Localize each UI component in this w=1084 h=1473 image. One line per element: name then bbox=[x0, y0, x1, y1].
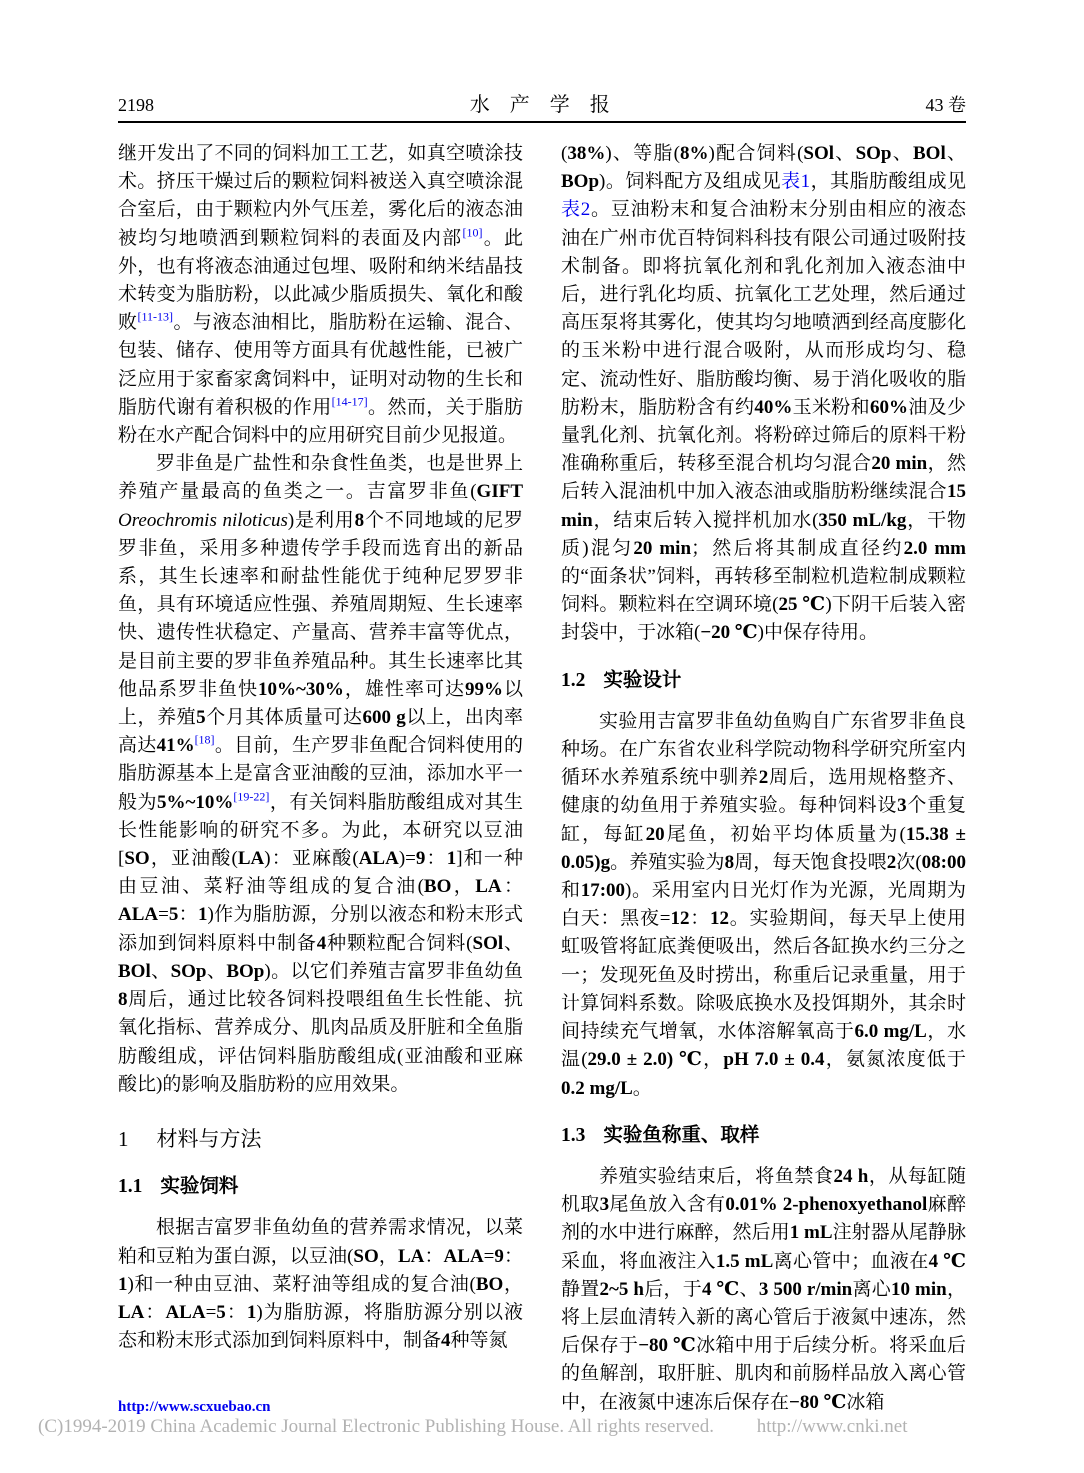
text-run: ， bbox=[378, 1245, 398, 1267]
text-run: 后，于 bbox=[643, 1278, 703, 1300]
text-run: )= bbox=[398, 848, 416, 870]
text-run: ，然后转入混油机中加入液态油或脂肪粉继续混合 bbox=[561, 453, 966, 503]
text-run: 3 bbox=[897, 795, 907, 817]
text-run: )下阴干后装入密封袋中，于冰箱( bbox=[561, 594, 967, 644]
text-run: 的“面条状”饲料，再转移至制粒机造粒制成颗粒饲料。颗粒料在空调环境( bbox=[561, 566, 966, 616]
section-heading bbox=[118, 1125, 523, 1154]
text-run: 离心管中；血液在 bbox=[773, 1250, 929, 1272]
citation-superscript bbox=[195, 733, 215, 747]
text-run: ，水温( bbox=[561, 1021, 966, 1071]
text-run: 根据吉富罗非鱼幼鱼的营养需求情况，以菜粕和豆粕为蛋白源，以豆油( bbox=[118, 1217, 523, 1267]
journal-site-link[interactable]: http://www.scxuebao.cn bbox=[118, 1399, 271, 1415]
text-run: ： bbox=[501, 876, 523, 898]
text-run: ALA bbox=[443, 1245, 484, 1267]
text-run: 继开发出了不同的饲料加工工艺，如真空喷涂技术。挤压干燥过后的颗粒饲料被送入真空喷涂混合室后，由于颗粒内外气压差，雾化后的液态油被均匀地喷洒到颗粒饲料的表面及内部 bbox=[118, 143, 523, 249]
text-run: 4 ℃ bbox=[928, 1250, 966, 1272]
text-run: )。采用室内日光灯作为光源，光周期为白天：黑夜= bbox=[561, 880, 966, 930]
text-run: 油及少量乳化剂、抗氧化剂。将粉碎过筛后的原料干粉准确称重后，转移至混合机均匀混合 bbox=[561, 396, 966, 475]
heading-number: 1.2 bbox=[561, 669, 586, 691]
text-run: 20 min bbox=[633, 537, 692, 559]
text-run: ： bbox=[225, 1301, 247, 1323]
paragraph bbox=[118, 1214, 523, 1355]
text-run: 。此外，也有将液态油通过包埋、吸附和纳米结晶技术转变为脂肪粉，以此减少脂质损失、氧化和酸败 bbox=[118, 227, 523, 334]
text-run: ： bbox=[178, 904, 198, 926]
journal-title: 水 产 学 报 bbox=[469, 94, 610, 116]
text-run: 24 h bbox=[833, 1165, 869, 1187]
text-run: ]和一种由豆油、菜籽油等组成的复合油( bbox=[118, 848, 524, 898]
text-run: 5 bbox=[196, 707, 206, 729]
text-run: 12 bbox=[709, 908, 729, 930]
text-run: )中保存待用。 bbox=[757, 622, 878, 644]
citation-superscript bbox=[462, 225, 482, 239]
text-run: 15 min bbox=[561, 481, 966, 531]
text-run: 17:00 bbox=[580, 880, 626, 902]
text-run: 1 bbox=[246, 1301, 257, 1323]
heading-text: 实验鱼称重、取样 bbox=[603, 1123, 760, 1146]
text-run: 、 bbox=[206, 960, 227, 982]
subsection-heading bbox=[561, 1121, 966, 1150]
text-run: 、 bbox=[150, 960, 171, 982]
text-run: 99% bbox=[464, 678, 503, 700]
text-run: )：亚麻酸( bbox=[264, 848, 359, 870]
text-run: 个月其体质量可达 bbox=[205, 707, 363, 729]
citation-superscript bbox=[332, 395, 368, 409]
subsection-heading bbox=[561, 666, 966, 695]
heading-number: 1 bbox=[118, 1126, 129, 1151]
text-run: ；然后将其制成直径约 bbox=[691, 537, 904, 559]
text-run: 1 bbox=[198, 904, 208, 926]
article-body bbox=[118, 140, 966, 1417]
citation-link[interactable]: [14-17] bbox=[331, 394, 368, 409]
text-run: ，结束后转入搅拌机加水( bbox=[592, 509, 819, 531]
text-run: ，从每缸随机取 bbox=[561, 1165, 966, 1216]
text-run: 。豆油粉末和复合油粉末分别由相应的液态油在广州市优百特饲料科技有限公司通过吸附技术制备。即将抗氧化剂和乳化剂加入液态油中后，进行乳化均质、抗氧化工艺处理，然后通过高压泵将其雾化，使其均匀地喷洒到经高度膨化的玉米粉中进行混合吸附，从而形成均匀、稳定、流动性好、脂肪酸均衡、易于消化吸收的脂肪粉末，脂肪粉含有约 bbox=[561, 199, 966, 418]
text-run: 周后，通过比较各饲料投喂组鱼生长性能、抗氧化指标、营养成分、肌肉品质及肝脏和全鱼脂肪酸组成，评估饲料脂肪酸组成(亚油酸和亚麻酸比)的影响及脂肪粉的应用效果。 bbox=[118, 989, 523, 1095]
text-run: LA bbox=[475, 876, 502, 898]
text-run: 6.0 mg/L bbox=[854, 1021, 927, 1043]
text-run: )作为脂肪源，分别以液态和粉末形式添加到饲料原料中制备 bbox=[118, 904, 523, 954]
text-run: ，将上层血清转入新的离心管后于液氮中速冻，然后保存于 bbox=[561, 1278, 966, 1357]
citation-link[interactable]: [10] bbox=[462, 225, 483, 240]
text-run: 41% bbox=[156, 735, 195, 757]
text-run: LA bbox=[397, 1245, 425, 1267]
text-run: ，其脂肪酸组成见 bbox=[810, 171, 966, 193]
text-run: 8 bbox=[724, 851, 735, 873]
text-run: 4 ℃ bbox=[702, 1278, 740, 1300]
text-run: ： bbox=[424, 1245, 444, 1267]
text-run: 5%~10% bbox=[157, 791, 234, 813]
copyright-line bbox=[38, 1416, 1046, 1438]
text-run: BOp bbox=[226, 960, 265, 982]
table-ref-link[interactable]: 表1 bbox=[781, 171, 811, 193]
text-run: pH 7.0 ± 0.4 bbox=[723, 1049, 825, 1071]
text-run: 29.0 ± 2.0) ℃ bbox=[587, 1049, 704, 1071]
text-run: SOp bbox=[170, 960, 207, 982]
paragraph bbox=[118, 450, 523, 1099]
header-rule bbox=[118, 121, 966, 123]
heading-text: 材料与方法 bbox=[156, 1127, 262, 1151]
text-run: 08:00 bbox=[921, 851, 966, 873]
text-run: 罗非鱼是广盐性和杂食性鱼类，也是世界上养殖产量最高的鱼类之一。吉富罗非鱼( bbox=[118, 453, 523, 503]
text-run: 2~5 h bbox=[599, 1278, 644, 1300]
text-run: SOl bbox=[803, 143, 835, 164]
text-run: 和 bbox=[561, 880, 581, 902]
text-run: 。然而，关于脂肪粉在水产配合饲料中的应用研究目前少见报道。 bbox=[118, 396, 523, 447]
text-run: 次( bbox=[896, 851, 922, 873]
text-run: ，干物质)混匀 bbox=[561, 509, 966, 559]
text-run: BOl bbox=[118, 960, 151, 982]
text-run: ALA bbox=[118, 904, 159, 926]
running-head bbox=[118, 88, 966, 117]
text-run: 9 bbox=[494, 1245, 504, 1267]
citation-link[interactable]: [11-13] bbox=[137, 309, 173, 324]
text-run: 0.01% 2-phenoxyethanol bbox=[725, 1194, 928, 1216]
text-run: BO bbox=[423, 876, 452, 898]
text-run: ： bbox=[503, 1245, 523, 1267]
text-run: 冰箱 bbox=[846, 1391, 885, 1413]
text-run: 25 ℃ bbox=[778, 594, 826, 616]
text-run: 8 bbox=[118, 989, 128, 1011]
text-run: ，雄性率可达 bbox=[343, 678, 465, 700]
text-run: )和一种由豆油、菜籽油等组成的复合油( bbox=[127, 1273, 476, 1295]
subsection-heading bbox=[118, 1172, 523, 1201]
heading-text: 实验饲料 bbox=[160, 1175, 239, 1198]
text-run: 3 bbox=[599, 1194, 610, 1216]
heading-number: 1.1 bbox=[118, 1176, 143, 1198]
text-run: ，亚油酸( bbox=[149, 848, 238, 870]
heading-text: 实验设计 bbox=[603, 668, 682, 691]
text-run: 38% bbox=[567, 143, 606, 164]
text-run: = bbox=[158, 904, 169, 926]
text-run: )。以它们养殖吉富罗非鱼幼鱼 bbox=[264, 960, 523, 982]
text-run: 实验用吉富罗非鱼幼鱼购自广东省罗非鱼良种场。在广东省农业科学院动物科学研究所室内循环水养殖系统中驯养 bbox=[561, 710, 966, 789]
text-run: )配合饲料( bbox=[708, 143, 804, 164]
volume-label: 43 卷 bbox=[925, 95, 966, 115]
text-run: 600 g bbox=[362, 707, 406, 729]
text-run: 4 bbox=[441, 1330, 451, 1352]
text-run: 12 bbox=[670, 908, 690, 930]
paragraph bbox=[561, 1163, 966, 1417]
text-run: SO bbox=[124, 848, 150, 870]
text-run: 8% bbox=[680, 143, 709, 164]
text-run: 尾鱼放入含有 bbox=[609, 1194, 726, 1216]
text-run: )、等脂( bbox=[605, 143, 680, 164]
text-run: 10 min bbox=[891, 1278, 947, 1300]
citation-superscript bbox=[233, 789, 269, 803]
text-run: 以上，出肉率高达 bbox=[118, 707, 523, 757]
text-run: ， bbox=[703, 1049, 724, 1071]
text-run: 3 500 r/min bbox=[758, 1278, 853, 1300]
text-run: = bbox=[483, 1245, 495, 1267]
text-run: 。 bbox=[632, 1077, 652, 1099]
text-run: 5 bbox=[216, 1301, 226, 1323]
text-run: 、 bbox=[834, 143, 856, 164]
text-run: 8 bbox=[354, 509, 365, 531]
right-column bbox=[561, 140, 966, 1417]
text-run: ， bbox=[503, 1273, 523, 1295]
text-run: )。饲料配方及组成见 bbox=[599, 171, 782, 193]
text-run: −20 ℃ bbox=[700, 622, 758, 644]
text-run: 、 bbox=[739, 1278, 759, 1300]
text-run: LA bbox=[237, 848, 265, 870]
text-run: )是利用 bbox=[287, 509, 355, 531]
text-run: 冰箱中用于后续分析。将采血后的鱼解剖，取肝脏、肌肉和前肠样品放入离心管中，在液氮中速冻后保存在 bbox=[561, 1335, 966, 1413]
text-run: 种等氮 bbox=[450, 1330, 508, 1352]
text-run: 。目前，生产罗非鱼配合饲料使用的脂肪源基本上是富含亚油酸的豆油，添加水平一般为 bbox=[118, 735, 523, 813]
citation-link[interactable]: [18] bbox=[194, 732, 215, 747]
cnki-url: http://www.cnki.net bbox=[756, 1416, 908, 1437]
text-run: 2 bbox=[758, 767, 769, 789]
text-run: 40% bbox=[754, 396, 793, 418]
text-run: 个不同地域的尼罗罗非鱼，采用多种遗传学手段而选育出的新品系，其生长速率和耐盐性能优于纯种尼罗罗非鱼，具有环境适应性强、养殖周期短、生长速率快、遗传性状稳定、产量高、营养丰富等优点，是目前主要的罗非鱼养殖品种。其生长速率比其他品系罗非鱼快 bbox=[118, 509, 523, 700]
text-run: ： bbox=[425, 848, 447, 870]
text-run: ALA bbox=[358, 848, 399, 870]
text-run: 注射器从尾静脉采血，将血液注入 bbox=[561, 1222, 966, 1272]
text-run: 个重复缸，每缸 bbox=[561, 795, 966, 845]
text-run: −80 ℃ bbox=[789, 1391, 847, 1413]
text-run: ALA bbox=[165, 1301, 206, 1323]
text-run: BOp bbox=[561, 171, 600, 193]
text-run: ，有关饲料脂肪酸组成对其生长性能影响的研究不多。为此，本研究以豆油[ bbox=[118, 791, 523, 870]
text-run: 20 min bbox=[871, 453, 928, 475]
text-run: 0.2 mg/L bbox=[561, 1077, 633, 1099]
citation-superscript bbox=[137, 310, 173, 324]
text-run: 周，每天饱食投喂 bbox=[734, 851, 887, 873]
text-run: Oreochromis niloticus bbox=[118, 509, 288, 531]
text-run: −80 ℃ bbox=[638, 1335, 697, 1357]
heading-number: 1.3 bbox=[561, 1124, 586, 1146]
text-run: 2 bbox=[886, 851, 897, 873]
text-run: SOl bbox=[472, 932, 504, 954]
text-run: SO bbox=[353, 1245, 379, 1267]
text-run: 。实验期间，每天早上使用虹吸管将缸底粪便吸出，然后各缸换水约三分之一；发现死鱼及时捞出，称重后记录重量，用于计算饲料系数。除吸底换水及投饵期外，其余时间持续充气增氧，水体溶解氧高于 bbox=[561, 908, 966, 1043]
text-run: 尾鱼，初始平均体质量为( bbox=[664, 823, 906, 845]
copyright-text: (C)1994-2019 China Academic Journal Electronic Publishing House. All rights reserved. bbox=[38, 1416, 714, 1437]
text-run: 养殖实验结束后，将鱼禁食 bbox=[599, 1165, 834, 1187]
text-run: ，氨氮浓度低于 bbox=[824, 1049, 966, 1071]
text-run: )为脂肪源，将脂肪源分别以液态和粉末形式添加到饲料原料中，制备 bbox=[118, 1301, 523, 1352]
text-run: ： bbox=[144, 1301, 166, 1323]
text-run: 1 bbox=[118, 1273, 128, 1295]
text-run: 。与液态油相比，脂肪粉在运输、混合、包装、储存、使用等方面具有优越性能，已被广泛应用于家畜家禽饲料中，证明对动物的生长和脂肪代谢有着积极的作用 bbox=[118, 312, 523, 418]
text-run: 15.38 ± 0.05)g bbox=[561, 823, 966, 873]
text-run: 1 bbox=[446, 848, 457, 870]
text-run: 1 mL bbox=[789, 1222, 833, 1244]
text-run: ( bbox=[561, 143, 568, 164]
text-run: BO bbox=[475, 1273, 504, 1295]
text-run: 种颗粒配合饲料( bbox=[326, 932, 473, 954]
paragraph bbox=[561, 140, 966, 648]
text-run: 。养殖实验为 bbox=[610, 851, 725, 873]
text-run: 4 bbox=[316, 932, 327, 954]
text-run: 周后，选用规格整齐、健康的幼鱼用于养殖实验。每种饲料设 bbox=[561, 767, 966, 817]
page-number: 2198 bbox=[118, 95, 154, 115]
text-run: 1.5 mL bbox=[715, 1250, 774, 1272]
text-run: 、 bbox=[503, 932, 523, 954]
text-run: 5 bbox=[168, 904, 179, 926]
text-run: 离心 bbox=[852, 1278, 891, 1300]
text-run: 350 mL/kg bbox=[818, 509, 907, 531]
text-run: 、 bbox=[945, 143, 966, 164]
text-run: 20 bbox=[645, 823, 665, 845]
text-run: 9 bbox=[415, 848, 426, 870]
text-run: 玉米粉和 bbox=[792, 396, 870, 418]
text-run: GIFT bbox=[476, 481, 523, 503]
text-run: 、 bbox=[891, 143, 913, 164]
text-run: ： bbox=[689, 908, 710, 930]
text-run: SOp bbox=[855, 143, 892, 164]
text-run: ， bbox=[451, 876, 476, 898]
paragraph bbox=[118, 140, 523, 450]
text-run: = bbox=[205, 1301, 217, 1323]
text-run: 10%~30% bbox=[258, 678, 344, 700]
text-run: 静置 bbox=[561, 1278, 600, 1300]
text-run: LA bbox=[118, 1301, 145, 1323]
text-run: 麻醉剂的水中进行麻醉，然后用 bbox=[561, 1194, 966, 1244]
left-column bbox=[118, 140, 523, 1417]
text-run: 以上，养殖 bbox=[118, 678, 523, 729]
citation-link[interactable]: [19-22] bbox=[233, 789, 270, 804]
text-run: 2.0 mm bbox=[903, 537, 966, 559]
text-run: BOl bbox=[913, 143, 946, 164]
text-run: 60% bbox=[869, 396, 908, 418]
paragraph bbox=[561, 708, 966, 1103]
table-ref-link[interactable]: 表2 bbox=[561, 199, 591, 221]
